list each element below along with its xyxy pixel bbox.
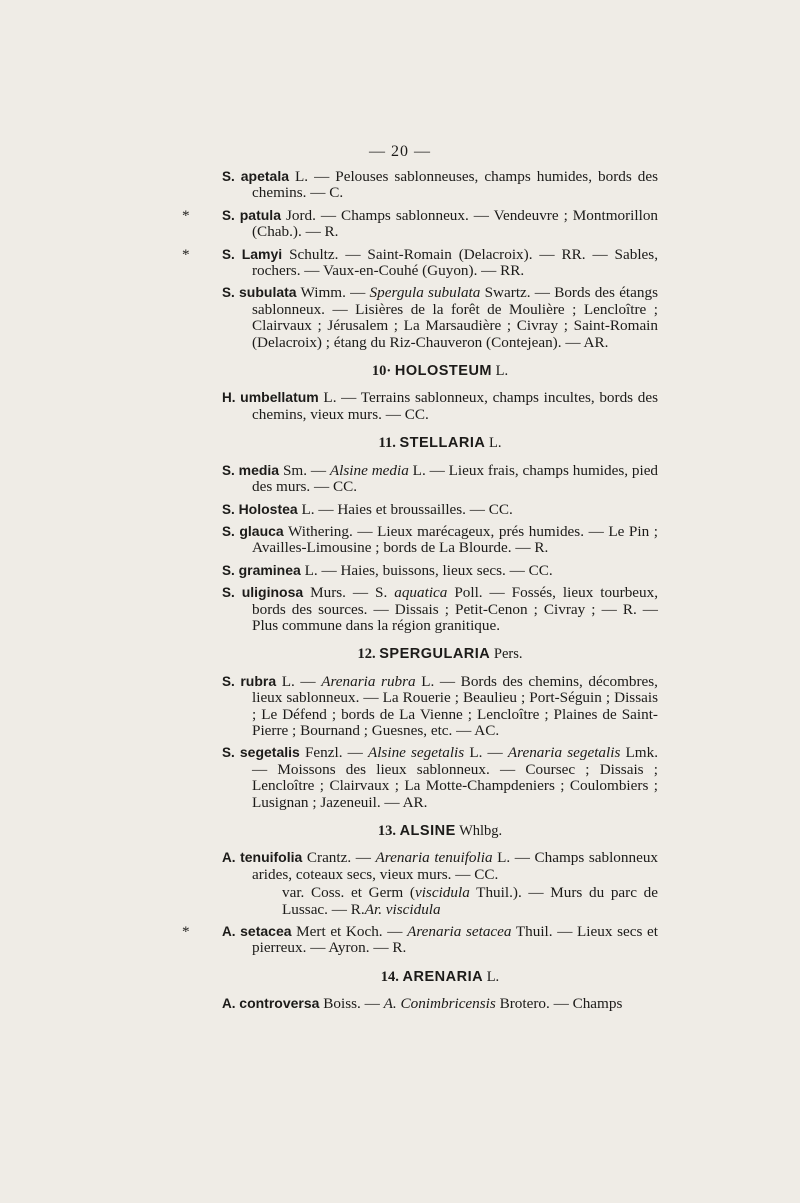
heading-genus-name: ARENARIA bbox=[402, 968, 484, 985]
species-entry bbox=[222, 584, 658, 634]
genus-heading bbox=[222, 823, 658, 839]
species-name: media bbox=[238, 461, 280, 478]
entry-text: Sm. — bbox=[279, 461, 330, 479]
species-name: Lamyi bbox=[241, 245, 283, 262]
italic-synonym: Alsine media bbox=[329, 461, 409, 479]
heading-number: 11. bbox=[378, 435, 396, 452]
entry-text: Boiss. — bbox=[319, 995, 384, 1013]
heading-author: L. bbox=[492, 363, 509, 380]
entry-text: L. — bbox=[276, 672, 322, 690]
species-name: tenuifolia bbox=[240, 849, 303, 866]
genus-heading bbox=[222, 969, 658, 985]
italic-synonym: aquatica bbox=[394, 584, 448, 602]
entry-text: L. — Haies, buissons, lieux secs. — CC. bbox=[300, 561, 553, 579]
italic-synonym: Arenaria rubra bbox=[321, 672, 416, 690]
entry-text: Crantz. — bbox=[302, 849, 376, 867]
genus-abbrev: S. bbox=[222, 501, 235, 517]
species-name: segetalis bbox=[239, 744, 300, 761]
species-name: umbellatum bbox=[240, 389, 319, 406]
italic-synonym: A. Conimbricensis bbox=[383, 995, 496, 1013]
genus-abbrev: H. bbox=[222, 390, 236, 406]
entry-text: Brotero. — Champs bbox=[495, 995, 623, 1013]
entry-text: Murs. — S. bbox=[303, 584, 395, 602]
species-name: subulata bbox=[239, 284, 297, 301]
species-entry bbox=[222, 284, 658, 351]
genus-abbrev: S. bbox=[222, 523, 235, 539]
species-name: setacea bbox=[240, 923, 292, 940]
species-entry: * A. setacea Mert et Koch. — Arenaria setacea Thuil. — Lieux secs et pierreux. — Ayron. — R. bbox=[182, 923, 658, 957]
heading-number: 12. bbox=[357, 646, 376, 663]
heading-author: L. bbox=[485, 435, 502, 452]
heading-genus-name: SPERGULARIA bbox=[379, 646, 491, 663]
entry-text: Thuil. — Lieux secs et pierreux. — Ayron. — R. bbox=[252, 923, 658, 957]
italic-synonym: Arenaria segetalis bbox=[507, 744, 621, 762]
entry-text: Fenzl. — bbox=[299, 744, 368, 762]
species-entry bbox=[222, 523, 658, 557]
species-entry bbox=[222, 462, 658, 496]
genus-abbrev: S. bbox=[222, 745, 235, 761]
entry-text: Swartz. — Bords des étangs sablonneux. — Lisières de la forêt de Moulière ; Lencloître ; Clairvaux ; Jérusalem ; La Marsaudière ; Civray ; Saint-Romain (Delacroix) ; étang du Riz-Chauveron (Contejean). — AR. bbox=[252, 284, 658, 351]
species-name: apetala bbox=[240, 168, 290, 184]
species-name: patula bbox=[239, 206, 281, 223]
species-entry bbox=[222, 562, 658, 579]
species-entry bbox=[222, 168, 658, 202]
entry-text: Schultz. — Saint-Romain (Delacroix). — RR. — Sables, rochers. — Vaux-en-Couhé (Guyon). — RR. bbox=[252, 245, 659, 280]
variety-entry bbox=[252, 885, 658, 918]
species-entry bbox=[222, 995, 658, 1012]
heading-number: 10· bbox=[371, 363, 392, 380]
entry-text: Wimm. — bbox=[296, 284, 370, 302]
species-name: graminea bbox=[238, 561, 301, 578]
entry-text: L. — Lieux frais, champs humides, pied des murs. — CC. bbox=[252, 461, 659, 496]
species-entry bbox=[222, 673, 658, 740]
genus-abbrev: S. bbox=[222, 207, 235, 223]
genus-heading bbox=[222, 646, 658, 662]
heading-number: 13. bbox=[377, 823, 396, 839]
entry-text: L. — Haies et broussailles. — CC. bbox=[297, 500, 513, 518]
species-name: controversa bbox=[239, 995, 320, 1012]
entry-text: Lmk. — Moissons des lieux sablonneux. — Coursec ; Dissais ; Lencloître ; Clairvaux ; La Motte-Champdeniers ; Coulombiers ; Lusignan ; Jazeneuil. — AR. bbox=[252, 744, 658, 811]
genus-abbrev: S. bbox=[222, 562, 235, 578]
page-body bbox=[182, 168, 659, 1018]
genus-heading bbox=[222, 435, 658, 451]
italic-synonym: viscidula bbox=[414, 884, 470, 902]
species-entry bbox=[222, 389, 658, 423]
entry-text: L. — Champs sablonneux arides, coteaux secs, vieux murs. — CC. bbox=[252, 849, 659, 883]
italic-synonym: Arenaria tenuifolia bbox=[375, 849, 493, 867]
italic-synonym: Arenaria setacea bbox=[407, 923, 512, 941]
entry-text: L. — Bords des chemins, décombres, lieux sablonneux. — La Rouerie ; Beaulieu ; Port-Séguin ; Dissais ; Le Défend ; bords de La Vienne ; Lencloître ; Plaines de Saint-Pierre ; Bournand ; Guesnes, etc. — AC. bbox=[252, 672, 658, 739]
species-name: uliginosa bbox=[241, 584, 304, 601]
heading-author: L. bbox=[483, 968, 500, 985]
genus-abbrev: S. bbox=[222, 462, 235, 478]
italic-synonym: Ar. viscidula bbox=[364, 900, 441, 918]
entry-text: Jord. — Champs sablonneux. — Vendeuvre ; Montmorillon (Chab.). — R. bbox=[252, 206, 659, 241]
species-name: rubra bbox=[240, 672, 277, 689]
italic-synonym: Alsine segetalis bbox=[367, 744, 465, 762]
heading-author: Whlbg. bbox=[455, 823, 503, 839]
entry-text: Coss. et Germ ( bbox=[311, 884, 415, 902]
heading-genus-name: ALSINE bbox=[399, 823, 456, 839]
species-name: Holostea bbox=[238, 500, 298, 517]
species-entry: * S. Lamyi Schultz. — Saint-Romain (Delacroix). — RR. — Sables, rochers. — Vaux-en-Couhé (Guyon). — RR. bbox=[182, 245, 659, 280]
entry-text: L. — bbox=[464, 744, 508, 762]
genus-abbrev: S. bbox=[222, 585, 235, 601]
genus-abbrev: S. bbox=[222, 285, 235, 301]
entry-text: Poll. — Fossés, lieux tourbeux, bords des sources. — Dissais ; Petit-Cenon ; Civray ; — R. — Plus commune dans la région granitique. bbox=[252, 584, 659, 634]
entry-text: Withering. — Lieux marécageux, prés humides. — Le Pin ; Availles-Limousine ; bords de La Blourde. — R. bbox=[252, 522, 658, 557]
heading-number: 14. bbox=[380, 968, 399, 985]
species-entry bbox=[222, 501, 658, 518]
species-name: glauca bbox=[239, 522, 284, 539]
genus-heading bbox=[222, 363, 658, 379]
variety-lead: var. bbox=[282, 884, 312, 902]
species-entry bbox=[222, 849, 658, 883]
genus-abbrev: S. bbox=[222, 246, 235, 262]
genus-abbrev: A. bbox=[222, 924, 236, 940]
entry-text: Thuil.). — Murs du parc de Lussac. — R. bbox=[282, 884, 658, 918]
genus-abbrev: S. bbox=[222, 169, 235, 184]
genus-abbrev: A. bbox=[222, 850, 236, 866]
heading-author: Pers. bbox=[490, 646, 523, 663]
genus-abbrev: A. bbox=[222, 996, 236, 1012]
entry-text: L. — Terrains sablonneux, champs incultes, bords des chemins, vieux murs. — CC. bbox=[252, 389, 659, 423]
species-entry bbox=[222, 744, 658, 811]
genus-abbrev: S. bbox=[222, 673, 235, 689]
italic-synonym: Spergula subulata bbox=[369, 284, 481, 302]
entry-text: L. — Pelouses sablonneuses, champs humides, bords des chemins. — C. bbox=[252, 168, 658, 202]
heading-genus-name: STELLARIA bbox=[399, 435, 486, 452]
heading-genus-name: HOLOSTEUM bbox=[394, 363, 492, 380]
entry-text: Mert et Koch. — bbox=[291, 923, 408, 941]
species-entry: * S. patula Jord. — Champs sablonneux. — Vendeuvre ; Montmorillon (Chab.). — R. bbox=[182, 206, 659, 241]
page-number: — 20 — bbox=[369, 143, 431, 160]
